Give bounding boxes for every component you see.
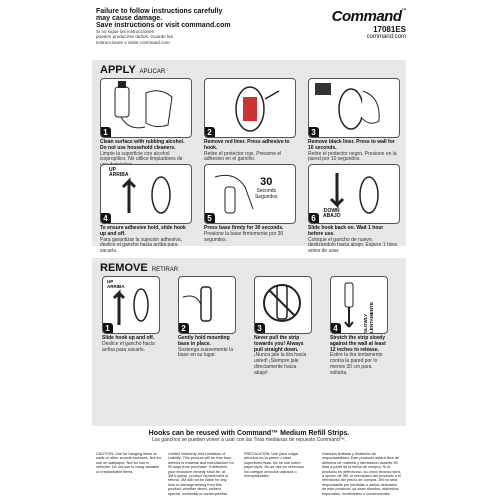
seconds-count: 30 <box>260 176 273 188</box>
warning-line-1: Failure to follow instructions carefully <box>96 8 223 15</box>
remove-section <box>92 258 406 426</box>
warranty-en: Limited Warranty and Limitation of Liability: This product will be free from defects in material and manufacture for 90 days from purchase. If defective, your exclusive remedy shall be, at 3M's option, product replacement or refund. 3M will not be liable for any loss or damage arising from this product, whether direct, indirect, special, incidental or consequential. <box>168 452 234 496</box>
apply-title: APPLY APLICAR <box>100 64 166 76</box>
step-text-es: Deslice el gancho hacia arriba para sacarlo. <box>102 340 155 353</box>
warning-es-line-3: instrucciones o visite command.com <box>96 39 170 45</box>
down-label-es: ABAJO <box>323 213 341 219</box>
remove-step-3 <box>254 276 310 377</box>
instruction-card <box>86 4 412 496</box>
step-text-es: Retire el protector rojo. Presione el adhesivo en el gancho. <box>204 150 282 163</box>
step-number: 3 <box>308 127 319 138</box>
refill-text-es: Los ganchos se pueden volver a usar con las Tiras medianas de repuesto Command™. <box>151 437 347 443</box>
remove-step-4 <box>330 276 386 377</box>
step-number: 1 <box>102 323 113 334</box>
step-number: 4 <box>330 323 341 334</box>
step-text: Press base firmly for 30 seconds. <box>204 225 284 231</box>
step-number: 2 <box>178 323 189 334</box>
warning-line-2: may cause damage. <box>96 15 163 22</box>
apply-step-3 <box>308 78 398 163</box>
step-illustration <box>308 164 400 224</box>
warning-block <box>96 8 296 45</box>
remove-title: REMOVE RETIRAR <box>100 262 179 274</box>
seconds-label: Seconds <box>256 188 276 194</box>
step-text: Slide hook up and off. <box>102 335 155 341</box>
step-illustration <box>178 276 236 334</box>
step-number: 5 <box>204 213 215 224</box>
clean-surface-icon <box>101 79 191 137</box>
step-illustration <box>308 78 400 138</box>
up-label: UP <box>109 167 116 173</box>
refill-note <box>92 430 406 443</box>
step-text: Clean surface with rubbing alcohol. Do not use household cleaners. <box>100 139 185 151</box>
up-label-es: ARRIBA <box>109 172 129 178</box>
caution-es: PRECAUCIÓN: Use para colgar artículos en la pared u otras superficies lisas. No se use sobre papel tapiz. No se use en vehículos. No cuelgue artículos valiosos o irremplazables. <box>244 452 305 479</box>
apply-step-2 <box>204 78 294 163</box>
step-text: Stretch the strip slowly against the wall at least 12 inches to release. <box>330 335 386 353</box>
step-illustration <box>100 164 192 224</box>
step-number: 3 <box>254 323 265 334</box>
step-text-es: Sostenga suavemente la base en su lugar. <box>178 346 234 359</box>
step-illustration <box>330 276 388 334</box>
press-base-icon <box>205 165 295 223</box>
product-number: 17081ES <box>373 25 406 34</box>
step-number: 1 <box>100 127 111 138</box>
refill-text: Hooks can be reused with Command™ Medium Refill Strips. <box>148 430 350 437</box>
remove-red-liner-icon <box>205 79 295 137</box>
warning-line-3: Save instructions or visit command.com <box>96 22 231 29</box>
step-number: 6 <box>308 213 319 224</box>
apply-section <box>92 60 406 255</box>
up-label-es: ARRIBA <box>107 283 125 289</box>
warning-es-line-2: pueden producirse daños. Guarde las <box>96 34 173 40</box>
remove-step-1 <box>102 276 158 353</box>
brand-block <box>332 8 406 41</box>
warning-es-line-1: Si no sigue las instrucciones <box>96 29 154 34</box>
apply-step-5 <box>204 164 294 243</box>
website: command.com <box>366 34 406 40</box>
press-to-wall-icon <box>309 79 399 137</box>
warranty-es: Garantía limitada y limitación de responsabilidad: Este producto estará libre de defectos de material y fabricación durante 90 días a partir de la fecha de compra. Si el producto es defectuoso, su único recurso será, a opción de 3M, el reemplazo del producto o el reembolso del precio de compra. 3M no será responsable por pérdidas o daños derivados de este producto, ya sean directos, indirectos, especiales, incidentales o consecuentes. <box>322 452 401 496</box>
apply-step-4 <box>100 164 190 255</box>
step-text-es: Retire el protector negro. Presione en la pared por 10 segundos. <box>308 150 397 163</box>
up-label: UP <box>107 279 114 284</box>
step-text: Slide hook back on. Wait 1 hour before use. <box>308 225 384 237</box>
down-label: DOWN <box>323 208 340 214</box>
seconds-label-es: Segundos <box>255 194 278 200</box>
step-text: Gently hold mounting base in place. <box>178 335 230 347</box>
remove-step-2 <box>178 276 234 359</box>
apply-step-6 <box>308 164 398 255</box>
slowly-label: SLOWLY <box>363 313 368 333</box>
step-text-es: Estire la tira lentamente contra la pared por lo menos 30 cm para soltarla. <box>330 352 383 376</box>
step-illustration <box>204 164 296 224</box>
caution-en: CAUTION: Use for hanging items on walls or other smooth surfaces. Not for use on wallpaper. Not for use in vehicles. Do not use to hang valuable or irreplaceable items. <box>96 452 161 474</box>
slowly-label-es: LENTAMENTE <box>369 301 374 333</box>
step-number: 2 <box>204 127 215 138</box>
step-text-es: Presione la base firmemente por 30 segundos. <box>204 230 284 243</box>
step-text-es: Coloque el gancho de nuevo, deslizándolo hacia abajo. Espere 1 hora antes de usar. <box>308 236 397 255</box>
step-illustration <box>102 276 160 334</box>
step-illustration <box>254 276 312 334</box>
step-text: Never pull the strip towards you! Always pull straight down. <box>254 335 304 353</box>
step-text: Remove red liner. Press adhesive to hook. <box>204 139 290 151</box>
step-text-es: ¡Nunca jale la tira hacia usted! ¡Siempre jale directamente hacia abajo! <box>254 352 307 376</box>
step-illustration <box>100 78 192 138</box>
step-number: 4 <box>100 213 111 224</box>
step-text: Remove black liner. Press to wall for 10 seconds. <box>308 139 395 151</box>
step-text: To ensure adhesive hold, slide hook up and off. <box>100 225 186 237</box>
step-illustration <box>204 78 296 138</box>
step-text-es: Para garantizar la sujeción adhesiva, deslice el gancho hacia arriba para sacarlo. <box>100 236 182 255</box>
command-logo: Command™ <box>331 8 406 25</box>
step-text-es: Limpie la superficie con alcohol isopropílico. No utilice limpiadores de <box>100 150 183 163</box>
apply-step-1 <box>100 78 190 169</box>
